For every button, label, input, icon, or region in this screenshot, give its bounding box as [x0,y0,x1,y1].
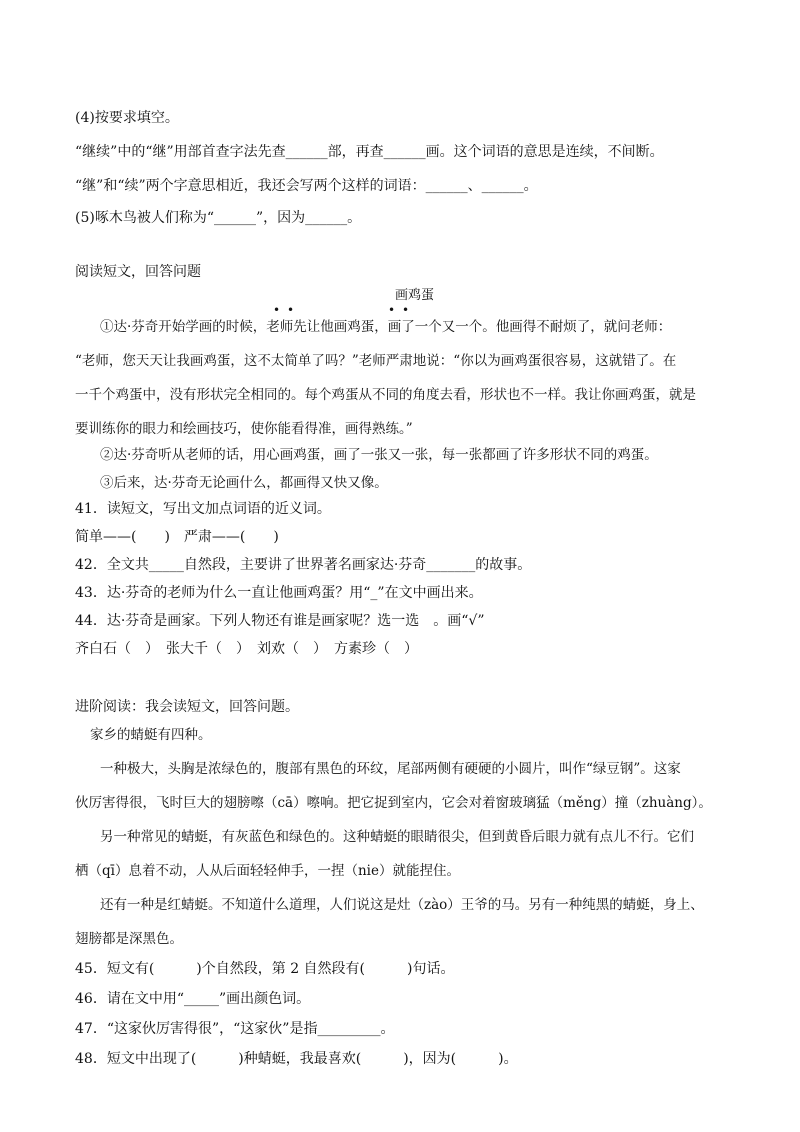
question-42: 42．全文共_____自然段，主要讲了世界著名画家达·芬奇_______的故事。 [75,557,532,573]
emphasis-dot: • [287,303,295,317]
question-41: 41．读短文，写出文加点词语的近义词。 [75,501,331,517]
reading2-paragraph: 一种极大，头胸是浓绿色的，腹部有黑色的环纹，尾部两侧有硬硬的小圆片，叫作“绿豆钢”。这家 [100,761,681,777]
reading1-paragraph: ③后来，达·芬奇无论画什么，都画得又快又像。 [100,475,388,491]
question-46: 46．请在文中用“_____”画出颜色词。 [75,991,311,1007]
reading1-paragraph: 要训练你的眼力和绘画技巧，使你能看得准，画得熟练。” [75,421,413,437]
reading2-paragraph: 伙厉害得很，飞时巨大的翅膀嚓（cā）嚓响。把它捉到室内，它会对着窗玻璃猛（měng）撞（zhuàng）。 [75,795,712,811]
part5-line: (5)啄木鸟被人们称为“______”，因为______。 [75,210,362,226]
question-47: 47．“这家伙厉害得很”，“这家伙”是指_________。 [75,1021,395,1037]
part4-title: (4)按要求填空。 [75,110,179,126]
question-45: 45．短文有( )个自然段，第 2 自然段有( )句话。 [75,961,455,977]
reading2-paragraph: 还有一种是红蜻蜓。不知道什么道理，人们说这是灶（zào）王爷的马。另有一种纯黑的蜻蜓，身上、 [100,897,704,913]
reading1-paragraph: 一千个鸡蛋中，没有形状完全相同的。每个鸡蛋从不同的角度去看，形状也不一样。我让你画鸡蛋，就是 [75,387,696,403]
reading1-heading: 阅读短文，回答问题 [75,264,201,280]
reading1-paragraph: “老师，您天天让我画鸡蛋，这不太简单了吗？”老师严肃地说：“你以为画鸡蛋很容易，这就错了。在 [75,353,677,369]
question-43: 43．达·芬奇的老师为什么一直让他画鸡蛋？用“_”在文中画出来。 [75,585,483,601]
reading1-title: 画鸡蛋 [395,288,435,303]
question-48: 48．短文中出现了( )种蜻蜓，我最喜欢( )，因为( )。 [75,1051,518,1067]
reading2-paragraph: 栖（qī）息着不动，人从后面轻轻伸手，一捏（nie）就能捏住。 [75,863,460,879]
reading1-paragraph: ②达·芬奇听从老师的话，用心画鸡蛋，画了一张又一张，每一张都画了许多形状不同的鸡蛋。 [100,447,658,463]
reading2-paragraph: 翅膀都是深黑色。 [75,931,183,947]
part4-line2: “继”和“续”两个字意思相近，我还会写两个这样的词语：______、______。 [75,178,538,194]
reading2-paragraph: 家乡的蜻蜓有四种。 [90,727,212,743]
reading2-heading: 进阶阅读：我会读短文，回答问题。 [75,699,299,715]
emphasis-dot: • [402,303,410,317]
part4-line1: “继续”中的“继”用部首查字法先查______部，再查______画。这个词语的意思是连续，不间断。 [75,144,664,160]
reading2-paragraph: 另一种常见的蜻蜓，有灰蓝色和绿色的。这种蜻蜓的眼睛很尖，但到黄昏后眼力就有点儿不行。它们 [100,829,694,845]
emphasis-dot: • [388,303,396,317]
question-44: 44．达·芬奇是画家。下列人物还有谁是画家呢？选一选 。画“√” [75,613,485,629]
question-44-options: 齐白石（ ） 张大千（ ） 刘欢（ ） 方素珍（ ） [75,641,418,657]
reading1-paragraph: ①达·芬奇开始学画的时候，老师先让他画鸡蛋，画了一个又一个。他画得不耐烦了，就问老师： [100,319,672,335]
question-41-answer: 简单——( ) 严肃——( ) [75,529,279,545]
emphasis-dot: • [273,303,281,317]
